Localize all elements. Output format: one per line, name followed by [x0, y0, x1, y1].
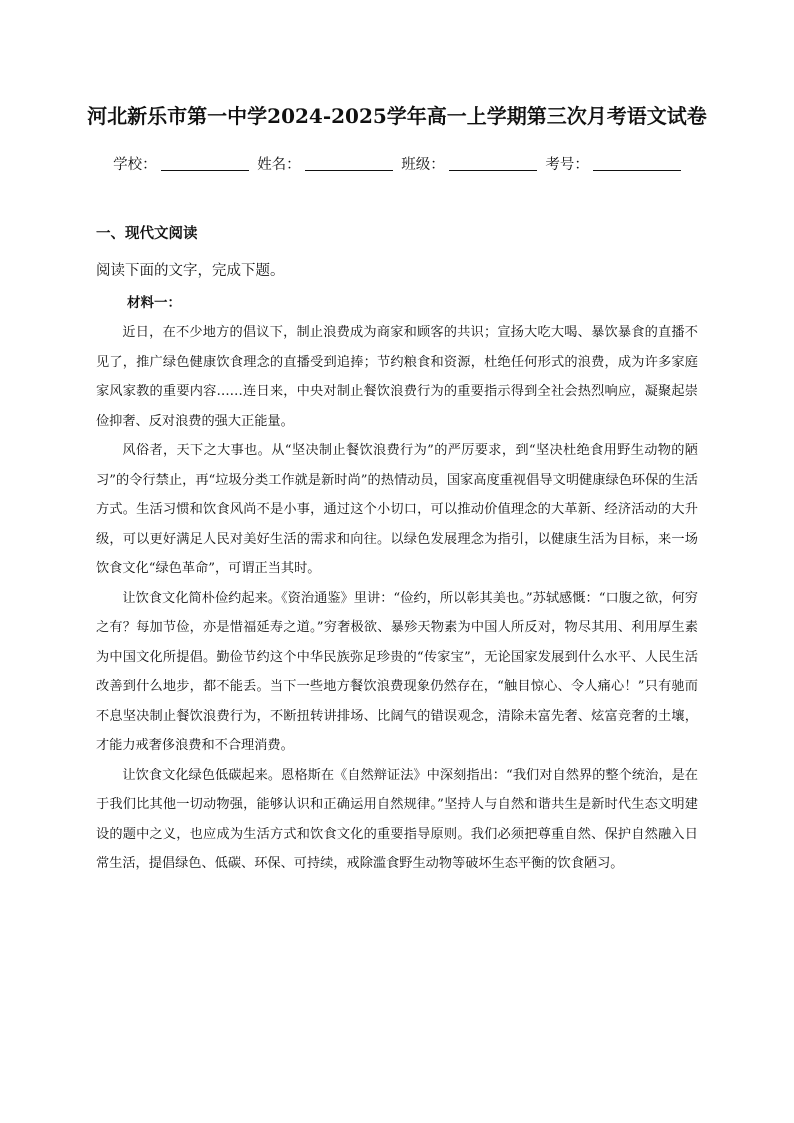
exam-number-blank[interactable]	[593, 156, 681, 171]
passage-paragraph: 近日，在不少地方的倡议下，制止浪费成为商家和顾客的共识；宣扬大吃大喝、暴饮暴食的直播不见了，推广绿色健康饮食理念的直播受到追捧；节约粮食和资源，杜绝任何形式的浪费，成为许多家庭家风家教的重要内容……连日来，中央对制止餐饮浪费行为的重要指示得到全社会热烈响应，凝聚起崇俭抑奢、反对浪费的强大正能量。	[96, 325, 698, 429]
passage-paragraph: 让饮食文化绿色低碳起来。恩格斯在《自然辩证法》中深刻指出：“我们对自然界的整个统治，是在于我们比其他一切动物强，能够认识和正确运用自然规律。”坚持人与自然和谐共生是新时代生态文明建设的题中之义，也应成为生活方式和饮食文化的重要指导原则。我们必须把尊重自然、保护自然融入日常生活，提倡绿色、低碳、环保、可持续，戒除滥食野生动物等破坏生态平衡的饮食陋习。	[96, 767, 698, 871]
name-label: 姓名：	[257, 157, 301, 173]
class-blank[interactable]	[449, 156, 537, 171]
school-label: 学校：	[113, 157, 157, 173]
passage-paragraph: 风俗者，天下之大事也。从“坚决制止餐饮浪费行为”的严厉要求，到“坚决杜绝食用野生动物的陋习”的令行禁止，再“垃圾分类工作就是新时尚”的热情动员，国家高度重视倡导文明健康绿色环保的生活方式。生活习惯和饮食风尚不是小事，通过这个小切口，可以推动价值理念的大革新、经济活动的大升级，可以更好满足人民对美好生活的需求和向往。以绿色发展理念为指引，以健康生活为目标，来一场饮食文化“绿色革命”，可谓正当其时。	[96, 443, 698, 576]
reading-instruction: 阅读下面的文字，完成下题。	[96, 263, 285, 279]
exam-number-label: 考号：	[545, 157, 589, 173]
class-field	[401, 153, 537, 174]
exam-number-field	[545, 153, 681, 174]
section-heading: 一、现代文阅读	[96, 226, 198, 242]
passage-paragraph: 让饮食文化简朴俭约起来。《资治通鉴》里讲：“俭约，所以彰其美也。”苏轼感慨：“口腹之欲，何穷之有？每加节俭，亦是惜福延寿之道。”穷奢极欲、暴殄天物素为中国人所反对，物尽其用、利用厚生素为中国文化所提倡。勤俭节约这个中华民族弥足珍贵的“传家宝”，无论国家发展到什么水平、人民生活改善到什么地步，都不能丢。当下一些地方餐饮浪费现象仍然存在，“触目惊心、令人痛心！”只有驰而不息坚决制止餐饮浪费行为，不断扭转讲排场、比阔气的错误观念，清除未富先奢、炫富竞奢的土壤，才能力戒奢侈浪费和不合理消费。	[96, 590, 698, 753]
name-field	[257, 153, 393, 174]
school-blank[interactable]	[161, 156, 249, 171]
class-label: 班级：	[401, 157, 445, 173]
student-info-row	[0, 153, 794, 174]
school-field	[113, 153, 249, 174]
material-label: 材料一：	[127, 295, 181, 311]
exam-title: 河北新乐市第一中学2024-2025学年高一上学期第三次月考语文试卷	[87, 104, 707, 128]
name-blank[interactable]	[305, 156, 393, 171]
reading-passage	[96, 318, 698, 879]
